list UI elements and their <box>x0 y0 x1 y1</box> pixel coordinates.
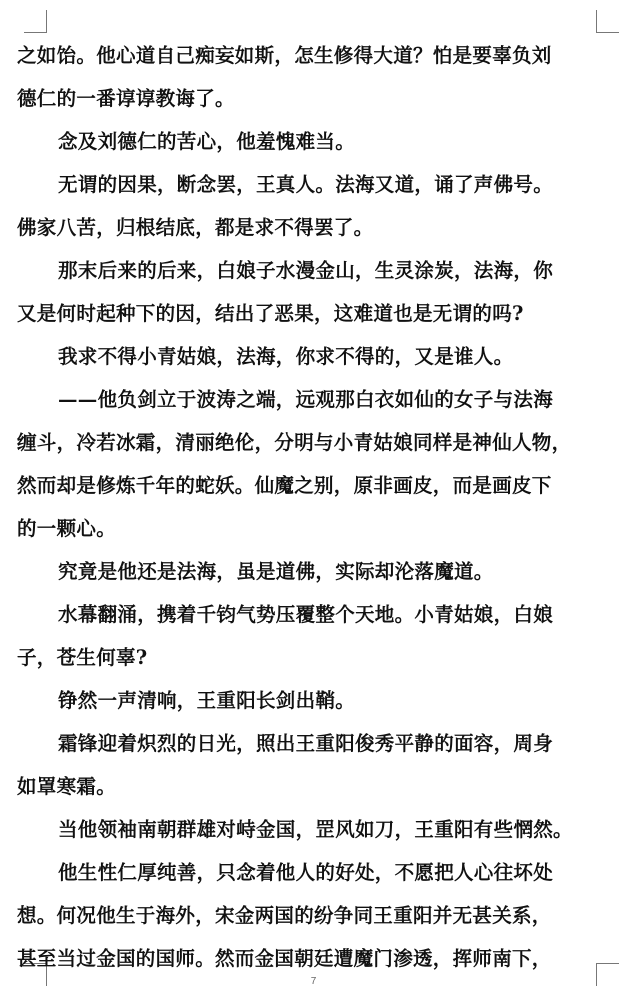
text-line: 之如饴。他心道自己痴妄如斯，怎生修得大道？怕是要辜负刘 <box>17 44 552 67</box>
text-line: 如罩寒霜。 <box>17 775 117 798</box>
text-line: 无谓的因果，断念罢，王真人。法海又道，诵了声佛号。 <box>58 173 554 196</box>
text-line: 当他领袖南朝群雄对峙金国，罡风如刀，王重阳有些惘然。 <box>58 818 573 841</box>
text-line: 他生性仁厚纯善，只念着他人的好处，不愿把人心往坏处 <box>58 861 554 884</box>
text-line: 然而却是修炼千年的蛇妖。仙魔之别，原非画皮，而是画皮下 <box>17 474 552 497</box>
text-line: 铮然一声清响，王重阳长剑出鞘。 <box>58 689 356 712</box>
text-line: 德仁的一番谆谆教诲了。 <box>17 87 235 110</box>
text-line: 佛家八苦，归根结底，都是求不得罢了。 <box>17 216 374 239</box>
crop-mark-top-left <box>24 10 47 33</box>
text-line: 究竟是他还是法海，虽是道佛，实际却沦落魔道。 <box>58 560 494 583</box>
text-line: 又是何时起种下的因，结出了恶果，这难道也是无谓的吗? <box>17 302 524 325</box>
text-line: 子，苍生何辜? <box>17 646 148 669</box>
text-line: ——他负剑立于波涛之端，远观那白衣如仙的女子与法海 <box>58 388 554 411</box>
text-line: 我求不得小青姑娘，法海，你求不得的，又是谁人。 <box>58 345 514 368</box>
text-line: 那末后来的后来，白娘子水漫金山，生灵涂炭，法海，你 <box>58 259 554 282</box>
text-line: 水幕翻涌，携着千钧气势压覆整个天地。小青姑娘，白娘 <box>58 603 554 626</box>
crop-mark-top-right <box>596 10 619 33</box>
page-number: 7 <box>310 976 317 987</box>
text-line: 缠斗，冷若冰霜，清丽绝伦，分明与小青姑娘同样是神仙人物， <box>17 431 572 454</box>
text-line: 想。何况他生于海外，宋金两国的纷争同王重阳并无甚关系， <box>17 904 552 927</box>
text-line: 霜锋迎着炽烈的日光，照出王重阳俊秀平静的面容，周身 <box>58 732 554 755</box>
text-line: 甚至当过金国的国师。然而金国朝廷遭魔门渗透，挥师南下， <box>17 947 552 970</box>
body-text <box>17 34 607 980</box>
text-line: 念及刘德仁的苦心，他羞愧难当。 <box>58 130 356 153</box>
text-line: 的一颗心。 <box>17 517 117 540</box>
